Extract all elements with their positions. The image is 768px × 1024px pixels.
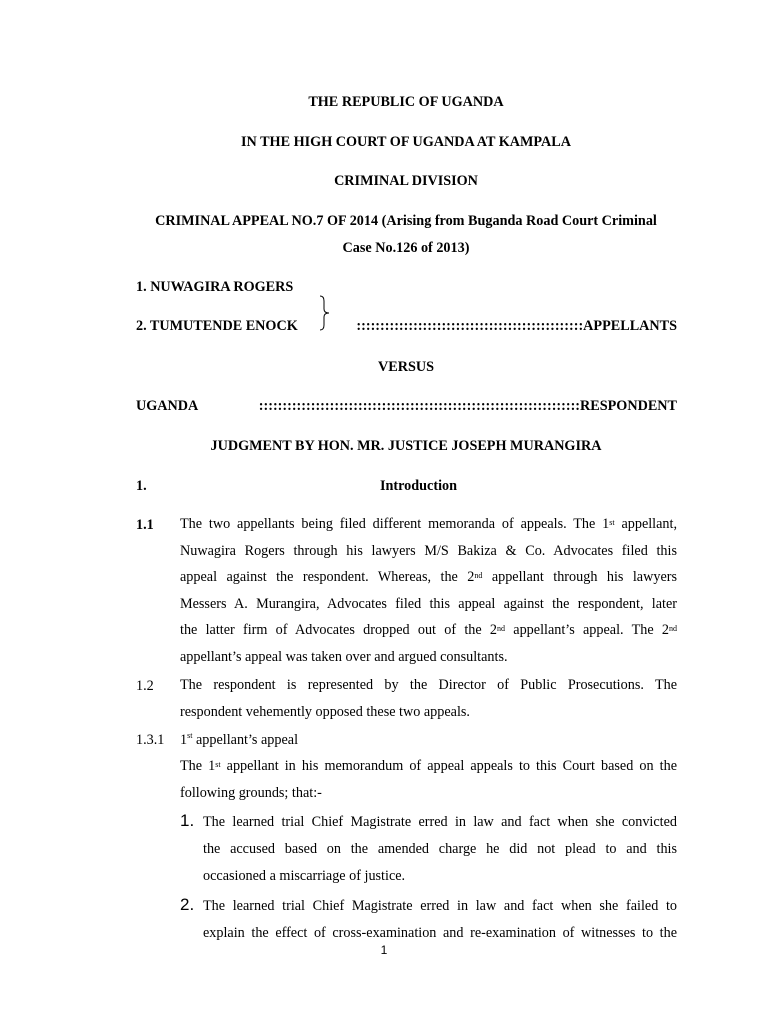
para-1-1-line-5: the latter firm of Advocates dropped out of the 2nd appellant’s appeal. The 2nd xyxy=(180,622,677,639)
ground-2-number: 2. xyxy=(180,895,195,914)
respondent-name: UGANDA xyxy=(136,398,199,414)
para-1-3-1-intro-line-2: following grounds; that:- xyxy=(180,784,322,801)
respondent-label: ::::::::::::::::::::::::::::::::::::::::::::::::::::::::::::::::::::RESPONDENT xyxy=(258,398,677,414)
judgment-title: JUDGMENT BY HON. MR. JUSTICE JOSEPH MURANGIRA xyxy=(210,438,602,454)
para-1-1-line-2: Nuwagira Rogers through his lawyers M/S Bakiza & Co. Advocates filed this xyxy=(180,542,677,559)
para-1-2-line-2: respondent vehemently opposed these two appeals. xyxy=(180,703,470,720)
para-1-3-1-intro xyxy=(180,753,677,806)
court-heading-division: CRIMINAL DIVISION xyxy=(334,173,478,189)
page-number: 1 xyxy=(380,943,388,957)
para-1-2 xyxy=(180,672,677,725)
court-heading-high-court: IN THE HIGH COURT OF UGANDA AT KAMPALA xyxy=(241,134,571,150)
brace-icon xyxy=(312,295,332,331)
versus-label: VERSUS xyxy=(378,359,434,375)
court-heading-republic: THE REPUBLIC OF UGANDA xyxy=(308,94,504,110)
para-1-2-number: 1.2 xyxy=(136,678,154,694)
ground-2 xyxy=(203,893,677,947)
para-1-3-1-number: 1.3.1 xyxy=(136,732,165,748)
appeal-number-line-2: Case No.126 of 2013) xyxy=(342,240,470,256)
para-1-2-line-1: The respondent is represented by the Director of Public Prosecutions. The xyxy=(180,677,677,693)
para-1-3-1-heading: 1st appellant’s appeal xyxy=(180,731,299,748)
ground-2-line-1: The learned trial Chief Magistrate erred in law and fact when she failed to xyxy=(203,898,677,914)
ground-1-line-1: The learned trial Chief Magistrate erred in law and fact when she convicted xyxy=(203,814,677,830)
appellants-label: ::::::::::::::::::::::::::::::::::::::::::::::::APPELLANTS xyxy=(356,318,677,334)
section-number: 1. xyxy=(136,478,147,494)
para-1-1-number: 1.1 xyxy=(136,517,154,533)
appellant-2-name: 2. TUMUTENDE ENOCK xyxy=(136,318,298,334)
appeal-number-line: CRIMINAL APPEAL NO.7 OF 2014 (Arising from Buganda Road Court Criminal xyxy=(155,213,657,229)
ground-1-number: 1. xyxy=(180,811,195,830)
ground-2-line-2: explain the effect of cross-examination and re-examination of witnesses to the xyxy=(203,925,677,941)
para-1-3-1-intro-line-1: The 1st appellant in his memorandum of appeal appeals to this Court based on the xyxy=(180,758,677,774)
para-1-1-line-3: appeal against the respondent. Whereas, the 2nd appellant through his lawyers xyxy=(180,569,677,586)
ground-1-line-2: the accused based on the amended charge he did not plead to and this xyxy=(203,841,677,857)
para-1-1 xyxy=(180,511,677,671)
para-1-1-line-6: appellant’s appeal was taken over and argued consultants. xyxy=(180,648,508,665)
ground-1-line-3: occasioned a miscarriage of justice. xyxy=(203,868,406,884)
para-1-1-line-1: The two appellants being filed different memoranda of appeals. The 1st appellant, xyxy=(180,516,678,532)
section-title: Introduction xyxy=(380,478,457,494)
para-1-1-line-4: Messers A. Murangira, Advocates filed this appeal against the respondent, later xyxy=(180,595,677,612)
ground-1 xyxy=(203,809,677,890)
appellant-1-name: 1. NUWAGIRA ROGERS xyxy=(136,279,294,295)
